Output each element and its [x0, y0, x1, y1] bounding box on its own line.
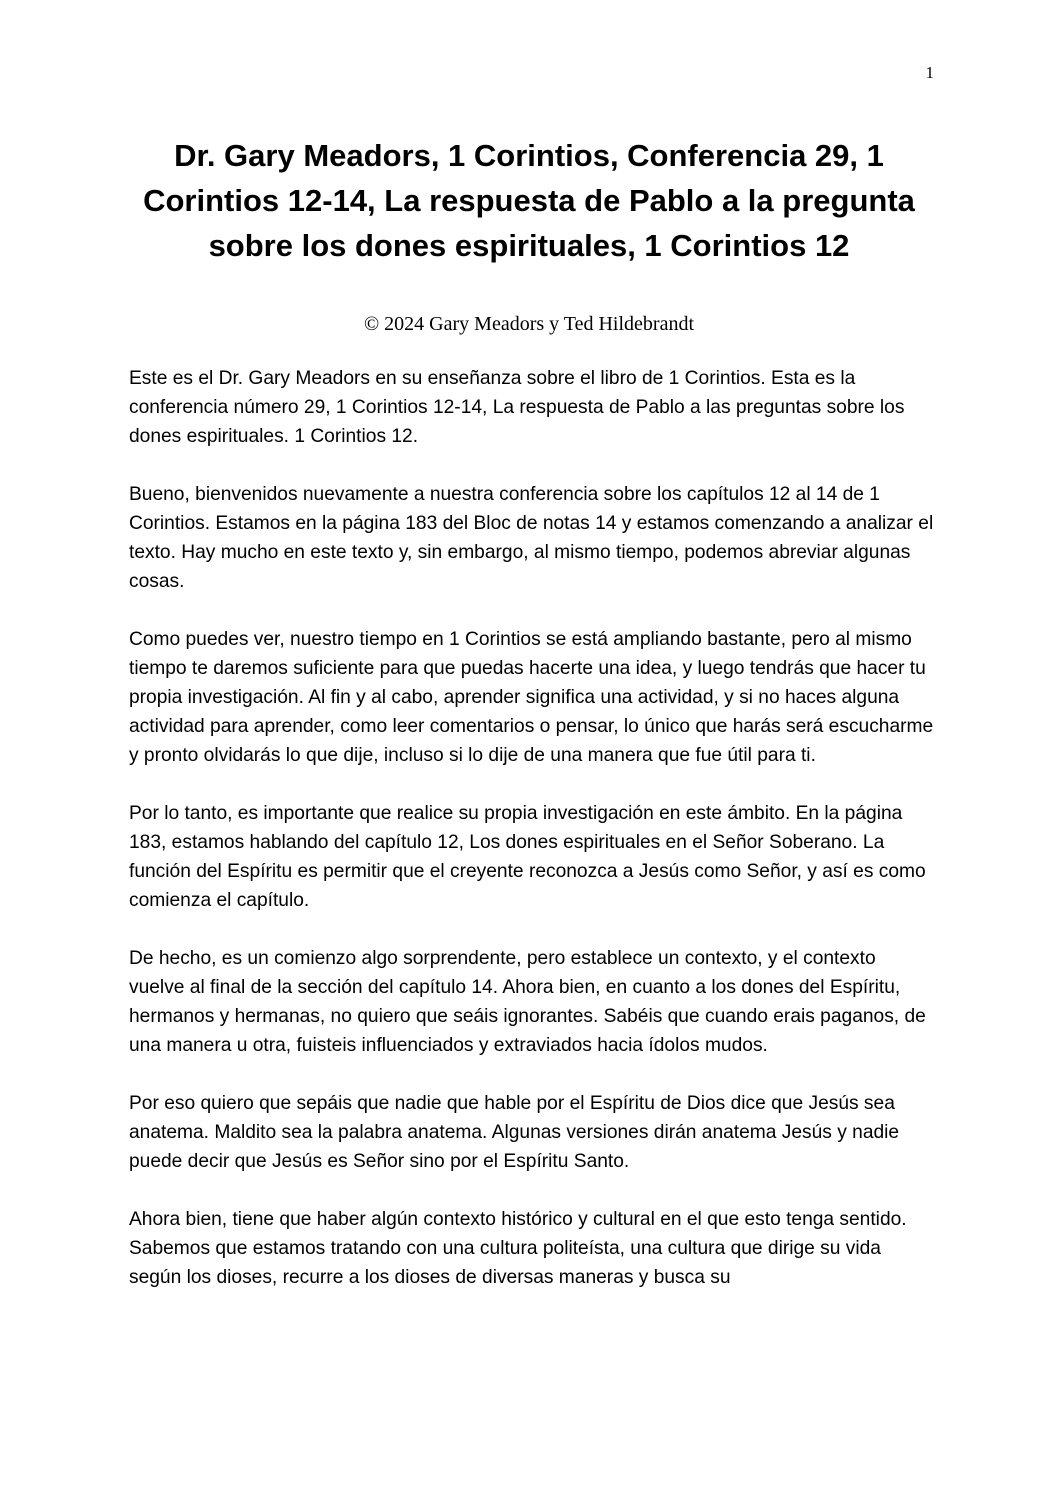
paragraph: Ahora bien, tiene que haber algún contexto histórico y cultural en el que esto tenga sentido. Sabemos que estamos tratando con una cultura politeísta, una cultura que dirige su vida según los dioses, recurre a los dioses de diversas maneras y busca su [129, 1209, 907, 1288]
document-title: Dr. Gary Meadors, 1 Corintios, Conferencia 29, 1 Corintios 12-14, La respuesta de Pablo a la pregunta sobre los dones espirituales, 1 Corintios 12 [143, 138, 915, 263]
paragraph: Como puedes ver, nuestro tiempo en 1 Corintios se está ampliando bastante, pero al mismo tiempo te daremos suficiente para que puedas hacerte una idea, y luego tendrás que hacer tu propia investigación. Al fin y al cabo, aprender significa una actividad, y si no haces alguna actividad para aprender, como leer comentarios o pensar, lo único que harás será escucharme y pronto olvidarás lo que dije, incluso si lo dije de una manera que fue útil para ti. [129, 629, 934, 766]
body-text [129, 364, 934, 1321]
paragraph: Por lo tanto, es importante que realice su propia investigación en este ámbito. En la página 183, estamos hablando del capítulo 12, Los dones espirituales en el Señor Soberano. La función del Espíritu es permitir que el creyente reconozca a Jesús como Señor, y así es como comienza el capítulo. [129, 803, 926, 911]
paragraph: Bueno, bienvenidos nuevamente a nuestra conferencia sobre los capítulos 12 al 14 de 1 Corintios. Estamos en la página 183 del Bloc de notas 14 y estamos comenzando a analizar el texto. Hay mucho en este texto y, sin embargo, al mismo tiempo, podemos abreviar algunas cosas. [129, 484, 934, 592]
paragraph: De hecho, es un comienzo algo sorprendente, pero establece un contexto, y el contexto vuelve al final de la sección del capítulo 14. Ahora bien, en cuanto a los dones del Espíritu, hermanos y hermanas, no quiero que seáis ignorantes. Sabéis que cuando erais paganos, de una manera u otra, fuisteis influenciados y extraviados hacia ídolos mudos. [129, 948, 926, 1056]
paragraph: Por eso quiero que sepáis que nadie que hable por el Espíritu de Dios dice que Jesús sea anatema. Maldito sea la palabra anatema. Algunas versiones dirán anatema Jesús y nadie puede decir que Jesús es Señor sino por el Espíritu Santo. [129, 1093, 900, 1172]
copyright-line: © 2024 Gary Meadors y Ted Hildebrandt [363, 313, 695, 335]
page-number: 1 [925, 63, 934, 82]
paragraph: Este es el Dr. Gary Meadors en su enseñanza sobre el libro de 1 Corintios. Esta es la conferencia número 29, 1 Corintios 12-14, La respuesta de Pablo a las preguntas sobre los dones espirituales. 1 Corintios 12. [129, 368, 905, 447]
